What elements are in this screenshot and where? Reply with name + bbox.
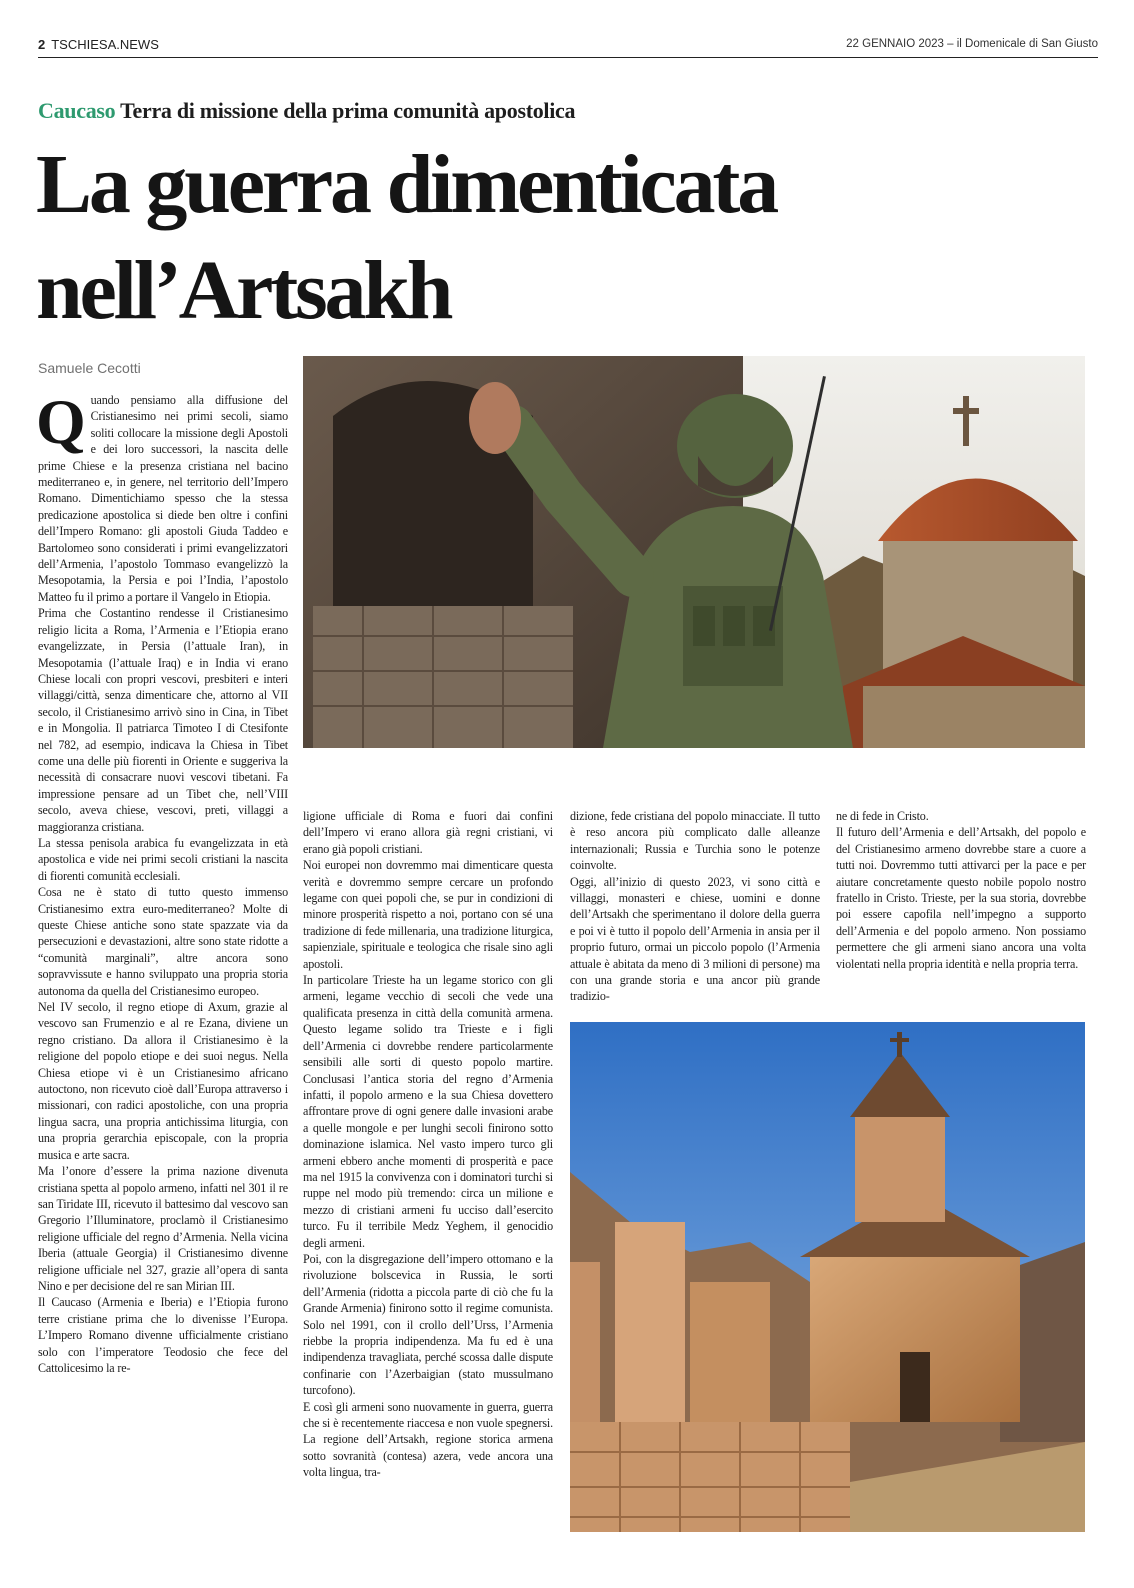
article-column-2	[303, 808, 553, 1578]
byline: Samuele Cecotti	[38, 360, 141, 376]
drop-cap: Q	[36, 386, 86, 457]
article-paragraph: E così gli armeni sono nuovamente in guerra, guerra che si è recentemente riaccesa e non vuole spegnersi. La regione dell’Artsakh, regione storica armena sotto sovranità (contesa) azera, vede ancora una volta lingua, tra-	[303, 1399, 553, 1480]
article-paragraph: Noi europei non dovremmo mai dimenticare questa verità e dovremmo sempre cercare un profondo legame con quei popoli che, se pur in condizioni di minore prosperità rispetto a noi, portano con sé una tradizione di fede millenaria, una tradizione liturgica, sapienziale, spirituale e teologica che risale sino agli apostoli.	[303, 858, 553, 971]
header-left	[38, 37, 159, 52]
article-paragraph: In particolare Trieste ha un legame storico con gli armeni, legame vecchio di secoli che vede una qualificata presenza in città della comunità armena. Questo legame solido tra Trieste e i figli dell’Armenia ci dovrebbe rendere particolarmente sensibili alle sorti di questo popolo martire. Conclusasi l’antica storia del regno d’Armenia infatti, il popolo armeno e la sua Chiesa dovettero affrontare prove di ogni genere dalle invasioni arabe a quelle mongole e per lunghi secoli finirono sotto dominazione islamica. Nel vasto impero turco gli armeni ebbero anche momenti di prosperità e pace ma nel 1915 la convivenza con i dominatori turchi si ruppe nel modo più tremendo: circa un milione e mezzo di cristiani armeni fu ucciso dall’esercito turco. Fu il terribile Medz Yeghem, il genocidio degli armeni.	[303, 973, 553, 1250]
headline-line-1: La guerra dimenticata	[36, 138, 776, 231]
article-paragraph: Il futuro dell’Armenia e dell’Artsakh, del popolo e del Cristianesimo armeno dovrebbe stare a cuore a tutti noi. Dovremmo tutti attivarci per la pace e per aiutare concretamente questo nobile popolo nostro fratello in Cristo. Trieste, per la sua storia, dovrebbe poi essere capofila nell’impegno a supporto dell’Armenia e del popolo armeno. Non possiamo permettere che gli armeni siano ancora una volta violentati nella propria identità e nella propria terra.	[836, 825, 1086, 971]
soldier-photo-icon	[303, 356, 1085, 748]
headline-line-2: nell’Artsakh	[36, 243, 451, 337]
kicker	[38, 98, 575, 124]
article-paragraph: Il Caucaso (Armenia e Iberia) e l’Etiopia furono terre cristiane prima che lo divenisse l’Europa. L’Impero Romano divenne ufficialmente cristiano solo con l’imperatore Teodosio che fece del Cattolicesimo la re-	[38, 1295, 288, 1375]
article-column-1	[36, 386, 288, 1572]
page-number: 2	[38, 37, 46, 52]
article-paragraph: ligione ufficiale di Roma e fuori dai confini dell’Impero vi erano allora già regni cristiani, vi erano già popoli cristiani.	[303, 809, 553, 856]
headline	[36, 132, 1116, 344]
publication-name: TSCHIESA.NEWS	[51, 37, 159, 52]
article-paragraph: Ma l’onore d’essere la prima nazione divenuta cristiana spetta al popolo armeno, infatti nel 301 il re san Tiridate III, ricevuto il battesimo dal vescovo san Gregorio l’Illuminatore, proclamò il Cristianesimo religione ufficiale del regno d’Armenia. Nella vicina Iberia (attuale Georgia) il Cristianesimo divenne religione ufficiale nel 327, grazie all’opera di santa Nino e per decisione del re san Mirian III.	[38, 1164, 288, 1293]
monastery-photo	[570, 1022, 1085, 1532]
page-header	[38, 33, 1098, 58]
article-paragraph: Oggi, all’inizio di questo 2023, vi sono città e villaggi, monasteri e chiese, uomini e donne dell’Artsakh che sperimentano il dolore della guerra e poi vi è tutto il popolo dell’Armenia in ansia per il proprio futuro, ormai un piccolo popolo (l’Armenia attuale è abitata da meno di 3 milioni di persone) ma con una grande storia e una ancor più grande tradizio-	[570, 874, 820, 1004]
kicker-subtitle: Terra di missione della prima comunità apostolica	[120, 98, 576, 123]
article-paragraph: Poi, con la disgregazione dell’impero ottomano e la rivoluzione bolscevica in Russia, le sorti dell’Armenia (ridotta a piccola parte di ciò che fu la Grande Armenia) finirono sotto il regime comunista. Solo nel 1991, con il crollo dell’Urss, l’Armenia riebbe la propria indipendenza. Ma fu ed è una indipendenza travagliata, perché scossa dalle dispute confinarie con l’Azerbaigian (stato mussulmano turcofono).	[303, 1251, 553, 1398]
article-paragraph: Prima che Costantino rendesse il Cristianesimo religio licita a Roma, l’Armenia e l’Etiopia erano evangelizzate, in Persia (l’attuale Iran), in Mesopotamia (l’attuale Iraq) e in India vi erano Chiese locali con propri vescovi, presbiteri e interi villaggi/città, senza dimenticare che, attorno al VII secolo, il Cristianesimo arrivò sino in Cina, in Tibet e in Mongolia. Il patriarca Timoteo I di Ctesifonte nel 782, ad esempio, indicava la Chiesa in Tibet come una delle più fiorenti in Oriente e suggeriva la necessità di consacrare nuovi vescovi tibetani. Fa impressione pensare ad un Tibet che, nell’VIII secolo, aveva chiese, vescovi, preti, villaggi a maggioranza cristiana.	[38, 606, 288, 834]
article-column-3	[570, 808, 820, 1008]
article-paragraph	[36, 386, 288, 605]
article-column-4	[836, 808, 1086, 1008]
header-date-line: 22 GENNAIO 2023 – il Domenicale di San Giusto	[846, 38, 1098, 50]
soldier-photo	[303, 356, 1085, 748]
article-paragraph: La stessa penisola arabica fu evangelizzata in età apostolica e vide nei primi secoli cristiani la nascita di fiorenti comunità ecclesiali.	[38, 835, 288, 883]
article-paragraph: ne di fede in Cristo.	[836, 809, 929, 823]
article-paragraph: Nel IV secolo, il regno etiope di Axum, grazie al vescovo san Frumenzio e al re Ezana, diviene un regno cristiano. Da allora il Cristianesimo è la religione del popolo etiope e dei suoi negus. Nella Chiesa etiope vi è un Cristianesimo africano autoctono, non ricevuto cioè dall’Europa attraverso i missionari, con radici apostoliche, con una propria lingua sacra, una propria antichissima liturgia, con una propria gerarchia episcopale, con la propria musica e arte sacra.	[38, 1000, 288, 1162]
article-paragraph: dizione, fede cristiana del popolo minacciate. Il tutto è reso ancora più complicato dalle alleanze internazionali; Russia e Turchia sono le potenze coinvolte.	[570, 809, 820, 873]
paragraph-text: uando pensiamo alla diffusione del Cristianesimo nei primi secoli, siamo soliti collocare la missione degli Apostoli e dei loro successori, la nascita delle prime Chiese e la presenza cristiana nel bacino mediterraneo e, in genere, nel territorio dell’Impero Romano. Dimentichiamo spesso che la stessa predicazione apostolica si diede ben oltre i confini dell’Impero Romano: gli apostoli Giuda Taddeo e Bartolomeo sono considerati i primi evangelizzatori dell’Armenia, l’apostolo Tommaso evangelizzò la Mesopotamia, la Persia e poi l’India, l’apostolo Matteo fu il primo a portare il Vangelo in Etiopia.	[38, 393, 288, 604]
article-paragraph: Cosa ne è stato di tutto questo immenso Cristianesimo extra euro-mediterraneo? Molte di queste Chiese antiche sono state spazzate via da persecuzioni e devastazioni, altre sono state ridotte a “comunità marginali”, altre ancora sono sopravvissute e hanno sviluppato una propria storia autonoma da quella del Cristianesimo europeo.	[38, 885, 288, 998]
kicker-region: Caucaso	[38, 98, 116, 123]
monastery-photo-icon	[570, 1022, 1085, 1532]
